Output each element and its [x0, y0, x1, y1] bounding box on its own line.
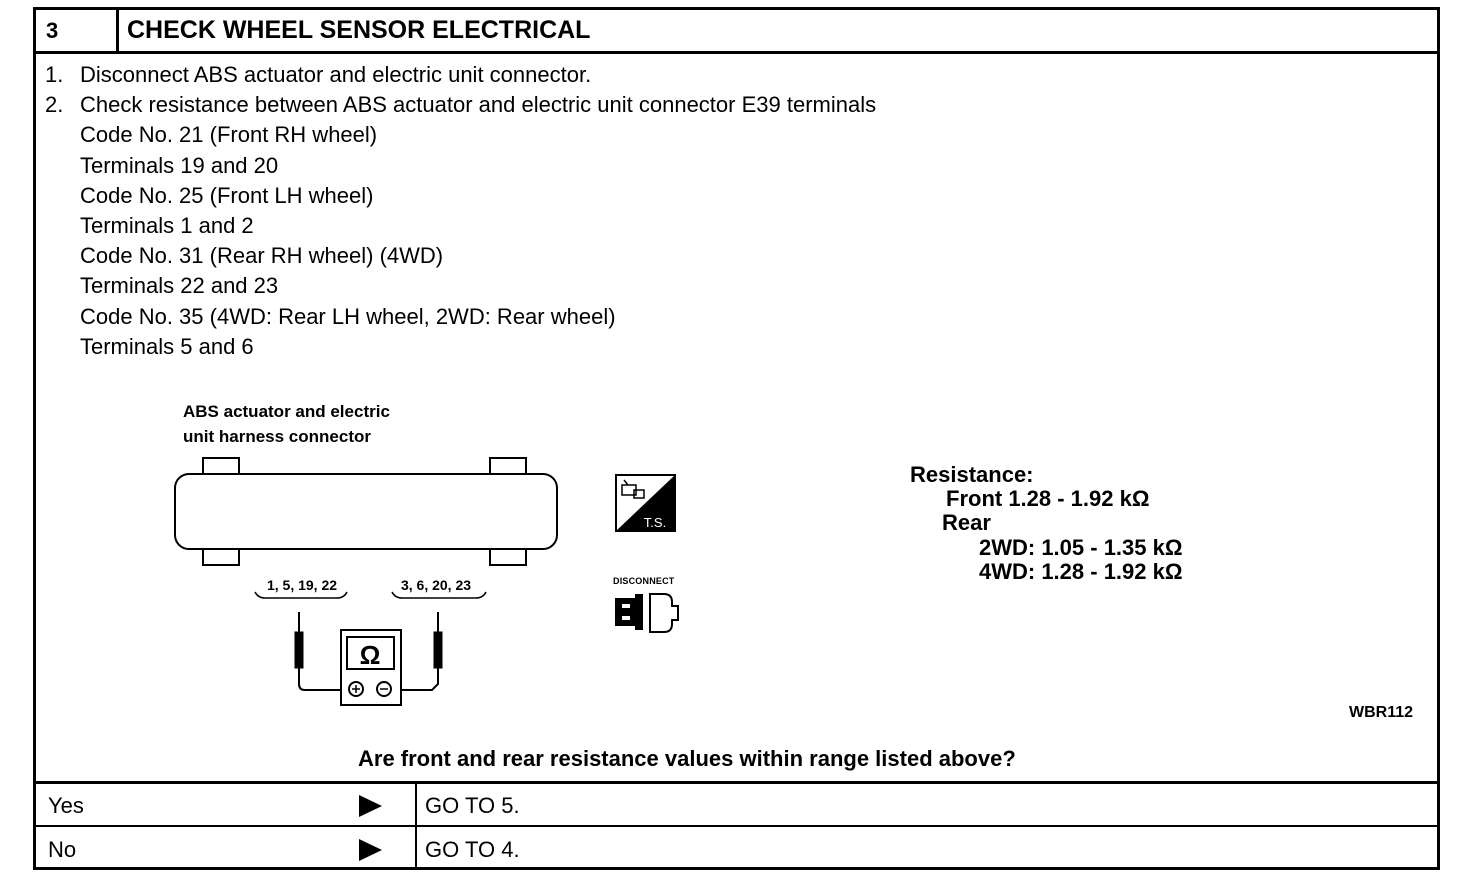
disconnect-icon: [615, 594, 678, 632]
instruction-text: Disconnect ABS actuator and electric unit connector.: [80, 62, 592, 87]
instruction-number: 2.: [45, 92, 64, 118]
terminal-line: Terminals 19 and 20: [80, 152, 279, 178]
ts-label: T.S.: [643, 515, 667, 530]
answer-action[interactable]: GO TO 4.: [425, 837, 520, 862]
resistance-rear-2wd: 2WD: 1.05 - 1.35 kΩ: [979, 535, 1183, 560]
terminals-right-label: 3, 6, 20, 23: [400, 577, 472, 593]
instruction-text: Check resistance between ABS actuator and electric unit connector E39 terminals: [80, 92, 877, 118]
terminal-line: Terminals 5 and 6: [80, 333, 254, 359]
check-question: Are front and rear resistance values within range listed above?: [358, 746, 1016, 771]
answer-action[interactable]: GO TO 5.: [425, 793, 520, 818]
answer-column-divider: [415, 781, 417, 870]
disconnect-label: DISCONNECT: [613, 576, 675, 586]
resistance-rear-heading: Rear: [942, 510, 991, 535]
ohm-symbol: Ω: [359, 640, 381, 670]
terminals-left-label: 1, 5, 19, 22: [266, 577, 338, 593]
step-title: CHECK WHEEL SENSOR ELECTRICAL: [127, 16, 591, 44]
answer-table-divider: [33, 825, 1440, 827]
code-line: Code No. 35 (4WD: Rear LH wheel, 2WD: Rear wheel): [80, 303, 616, 329]
terminal-line: Terminals 22 and 23: [80, 273, 279, 299]
answer-label: Yes: [48, 793, 84, 818]
code-line: Code No. 21 (Front RH wheel): [80, 122, 378, 148]
step-number: 3: [46, 18, 59, 43]
connector-label-line1: ABS actuator and electric: [183, 402, 390, 421]
code-line: Code No. 25 (Front LH wheel): [80, 182, 374, 208]
answer-label: No: [48, 837, 77, 862]
resistance-heading: Resistance:: [910, 462, 1034, 487]
resistance-rear-4wd: 4WD: 1.28 - 1.92 kΩ: [979, 559, 1183, 584]
instruction-number: 1.: [45, 62, 64, 87]
figure-id: WBR112: [1349, 704, 1414, 721]
connector-label-line2: unit harness connector: [183, 427, 371, 446]
answer-table-top: [33, 781, 1440, 784]
resistance-front: Front 1.28 - 1.92 kΩ: [946, 486, 1150, 511]
code-line: Code No. 31 (Rear RH wheel) (4WD): [80, 243, 444, 269]
harness-connector: [175, 458, 557, 565]
terminal-line: Terminals 1 and 2: [80, 213, 254, 239]
